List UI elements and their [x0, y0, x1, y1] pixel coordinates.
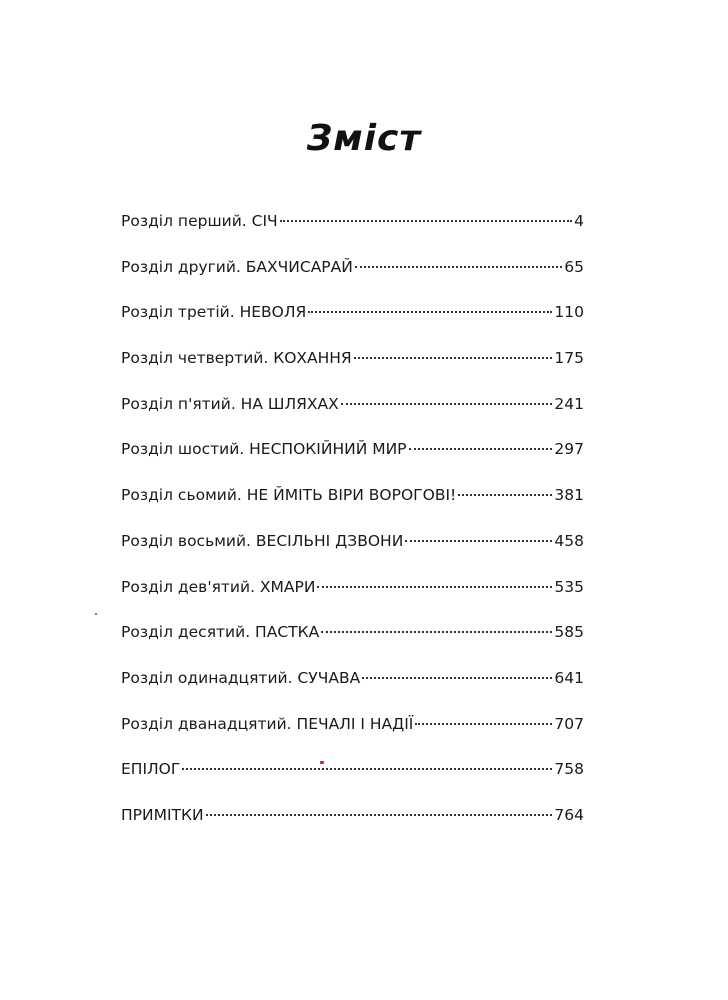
toc-entry: [121, 434, 584, 480]
toc-entry: [121, 252, 584, 298]
toc-entry: [121, 297, 584, 343]
toc-dot-leader: [182, 768, 552, 770]
toc-dot-leader: [341, 403, 553, 405]
toc-dot-leader: [409, 448, 553, 450]
toc-entry-page: 764: [554, 805, 584, 824]
toc-entry: [121, 343, 584, 389]
toc-entry: [121, 206, 584, 252]
toc-entry-label: Розділ десятий. ПАСТКА: [121, 623, 320, 642]
toc-entry: [121, 480, 584, 526]
toc-entry-label: ПРИМІТКИ: [121, 805, 204, 824]
toc-entry-page: 297: [554, 440, 584, 459]
toc-entry: [121, 617, 584, 663]
toc-dot-leader: [415, 723, 552, 725]
toc-entry-page: 4: [574, 212, 584, 230]
page-title: Зміст: [306, 118, 422, 159]
toc-entry-label: ЕПІЛОГ: [121, 760, 181, 779]
toc-dot-leader: [308, 311, 552, 313]
toc-entry: [121, 389, 584, 435]
toc-dot-leader: [405, 540, 552, 542]
toc-entry-page: 381: [554, 486, 584, 505]
toc-entry-page: 641: [554, 668, 584, 687]
toc-entry: [121, 526, 584, 572]
toc-entry-label: Розділ перший. СІЧ: [121, 212, 278, 230]
toc-dot-leader: [206, 814, 553, 816]
toc-entry: [121, 800, 584, 846]
toc-entry-label: Розділ дванадцятий. ПЕЧАЛІ І НАДІЇ: [121, 714, 414, 733]
toc-entry-label: Розділ восьмий. ВЕСІЛЬНІ ДЗВОНИ: [121, 531, 404, 550]
toc-entry-label: Розділ четвертий. КОХАННЯ: [121, 349, 352, 368]
toc-dot-leader: [355, 266, 562, 268]
toc-entry-page: 535: [554, 577, 584, 596]
toc-dot-leader: [362, 677, 552, 679]
table-of-contents: [121, 206, 584, 846]
toc-entry-label: Розділ сьомий. НЕ ЙМІТЬ ВІРИ ВОРОГОВІ!: [121, 486, 457, 505]
toc-entry-page: 707: [554, 714, 584, 733]
toc-entry-label: Розділ другий. БАХЧИСАРАЙ: [121, 257, 353, 276]
dust-speck: [95, 613, 97, 615]
toc-entry: [121, 754, 584, 800]
toc-entry: [121, 709, 584, 755]
toc-dot-leader: [354, 357, 553, 359]
toc-dot-leader: [317, 586, 552, 588]
toc-dot-leader: [321, 631, 552, 633]
toc-entry-page: 241: [554, 394, 584, 413]
toc-entry-page: 175: [554, 349, 584, 368]
toc-dot-leader: [458, 494, 552, 496]
ink-speck: [320, 761, 324, 764]
toc-entry-label: Розділ шостий. НЕСПОКІЙНИЙ МИР: [121, 440, 407, 459]
toc-dot-leader: [280, 220, 572, 222]
toc-entry-label: Розділ дев'ятий. ХМАРИ: [121, 577, 316, 596]
toc-entry-page: 758: [554, 760, 584, 779]
toc-entry-label: Розділ п'ятий. НА ШЛЯХАХ: [121, 394, 339, 413]
toc-entry-page: 458: [554, 531, 584, 550]
toc-entry: [121, 572, 584, 618]
toc-entry-label: Розділ третій. НЕВОЛЯ: [121, 303, 307, 322]
toc-entry-page: 65: [564, 257, 584, 276]
toc-entry: [121, 663, 584, 709]
toc-entry-page: 585: [554, 623, 584, 642]
toc-entry-page: 110: [554, 303, 584, 322]
toc-entry-label: Розділ одинадцятий. СУЧАВА: [121, 668, 361, 687]
